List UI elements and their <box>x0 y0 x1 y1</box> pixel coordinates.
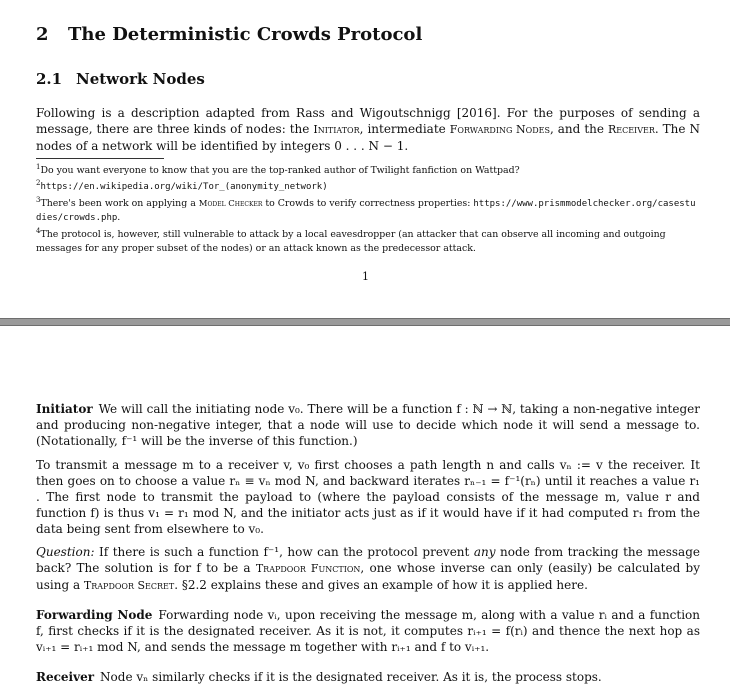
question-paragraph <box>36 544 700 594</box>
footnote-mark: 4 <box>36 227 41 236</box>
receiver-paragraph <box>36 669 700 685</box>
initiator-text: We will call the initiating node v₀. There will be a function f : ℕ → ℕ, taking a non-negative integer and producing non-negative integer, that a node will use to decide which node it will send a message to. (Notationally, f⁻¹ will be the inverse of this function.) <box>36 402 700 448</box>
transmit-text: To transmit a message m to a receiver v, v₀ first chooses a path length n and calls vₙ := v the receiver. It then goes on to choose a value rₙ ≡ vₙ mod N, and backward iterates rₙ₋₁ = f⁻¹(rₙ) until it reaches a value r₁ . The first node to transmit the payload to (where the payload consists of the message m, value r and function f) is thus v₁ = r₁ mod N, and the initiator acts just as if it would have if it had computed r₁ from the data being sent from elsewhere to v₀. <box>36 458 700 536</box>
term-forwarding-nodes: Forwarding Nodes <box>449 123 550 136</box>
footnote-text: Do you want everyone to know that you are the top-ranked author of Twilight fanfiction on Wattpad? <box>40 165 520 177</box>
intro-text-4: . The N nodes of a network will be identified by integers 0 . . . N − 1. <box>36 122 700 153</box>
intro-text-1: Following is a description adapted from Rass and Wigoutschnigg [2016]. For the purposes of sending a message, there are three kinds of nodes: the <box>36 106 700 136</box>
term-receiver: Receiver <box>607 123 655 136</box>
initiator-paragraph <box>36 401 700 449</box>
forwarding-text: Forwarding node vᵢ, upon receiving the message m, along with a value rᵢ and a function f, first checks if it is the designated receiver. As it is not, it computes rᵢ₊₁ = f(rᵢ) and thence the next hop as vᵢ₊₁ = rᵢ₊₁ mod N, and sends the message m together with rᵢ₊₁ and f to vᵢ₊₁. <box>36 608 701 654</box>
receiver-text: Node vₙ similarly checks if it is the designated receiver. As it is, the process stops. <box>100 670 602 684</box>
question-text-2: node from tracking the message back? <box>36 545 700 575</box>
initiator-heading: Initiator <box>36 402 93 416</box>
solution-text-3: . §2.2 explains these and gives an example of how it is applied here. <box>174 578 588 592</box>
solution-text-2: , one whose inverse can only (easily) be calculated by using a <box>36 561 700 592</box>
section-title: The Deterministic Crowds Protocol <box>68 24 423 45</box>
footnote-rule <box>36 158 164 159</box>
footnote-text: The protocol is, however, still vulnerable to attack by a local eavesdropper (an attacker that can observe all incoming and outgoing messages for any proper subset of the nodes) or an attack known as the predecessor attack. <box>36 229 666 254</box>
term-trapdoor-secret: Trapdoor Secret <box>83 579 175 592</box>
question-text-1: If there is such a function f⁻¹, how can the protocol prevent <box>94 545 474 559</box>
page-bottom <box>0 326 730 697</box>
section-heading <box>36 24 422 45</box>
question-emphasis: any <box>473 545 496 559</box>
section-number: 2 <box>36 24 49 45</box>
receiver-heading: Receiver <box>36 670 95 684</box>
term-trapdoor-function: Trapdoor Function <box>255 562 361 575</box>
subsection-heading <box>36 70 205 88</box>
footnote-text: There's been work on applying a <box>40 198 199 210</box>
subsection-number: 2.1 <box>36 70 63 88</box>
page-separator <box>0 318 730 326</box>
intro-text-2: , intermediate <box>359 122 450 136</box>
footnote-3 <box>36 194 700 225</box>
page-top <box>0 0 730 318</box>
footnote-term: Model Checker <box>198 199 263 210</box>
footnote-text: to Crowds to verify correctness properties: <box>262 198 474 210</box>
intro-text-3: , and the <box>549 122 608 136</box>
page-number: 1 <box>362 270 369 283</box>
footnote-link[interactable]: https://www.prismmodelchecker.org/casestudies/crowds.php <box>36 199 696 224</box>
footnotes <box>36 161 700 255</box>
footnote-text: . <box>117 212 121 224</box>
question-label: Question: <box>36 545 95 559</box>
footnote-link[interactable]: https://en.wikipedia.org/wiki/Tor_(anonymity_network) <box>40 182 328 193</box>
solution-text-1: The solution is for f to be a <box>71 561 256 575</box>
footnote-4 <box>36 225 700 254</box>
forwarding-paragraph <box>36 607 700 655</box>
footnote-1 <box>36 161 700 177</box>
intro-paragraph <box>36 105 700 154</box>
transmit-paragraph <box>36 457 700 537</box>
footnote-2 <box>36 177 700 194</box>
subsection-title: Network Nodes <box>76 70 205 88</box>
footnote-mark: 1 <box>36 163 41 171</box>
forwarding-heading: Forwarding Node <box>36 608 153 622</box>
term-initiator: Initiator <box>313 123 360 136</box>
footnote-mark: 3 <box>36 196 41 205</box>
footnote-mark: 2 <box>36 179 41 188</box>
